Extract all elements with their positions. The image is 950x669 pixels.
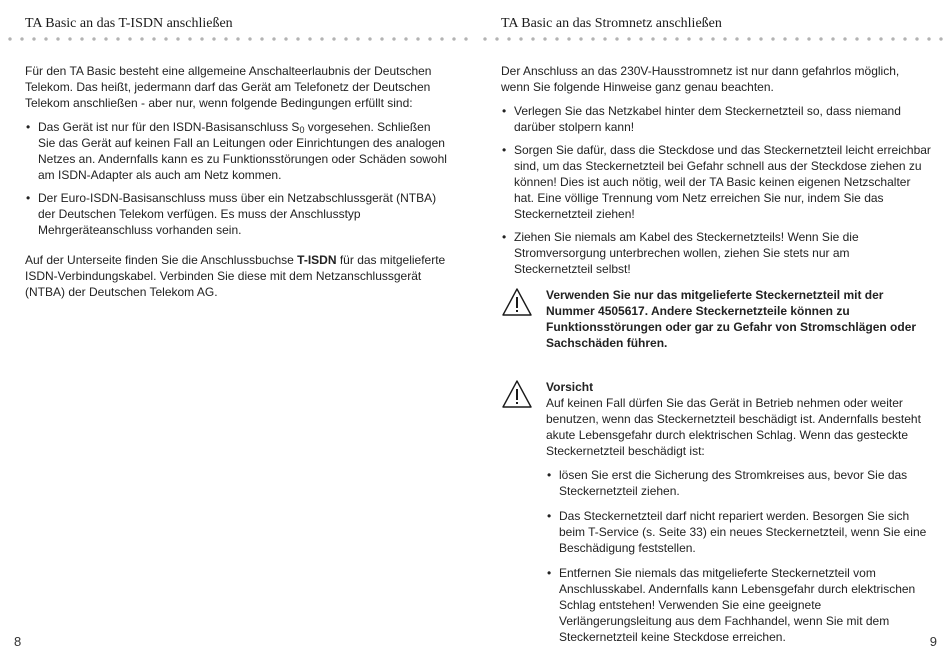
- warning-text: Verwenden Sie nur das mitgelieferte Steckernetzteil mit der Nummer 4505617. Andere Steckernetzteile können zu Funktionsstörungen oder gar zu Gefahr von Stromschlägen oder Sachschäden führen.: [546, 288, 917, 350]
- bullet1-text-post: vorgesehen. Schließen Sie das Gerät auf keinen Fall an Leitungen oder Einrichtungen des analogen Netzes an. Andernfalls kann es zu Funktionsstörungen oder Schäden sowohl am ISDN-Adapter als auch am Netz kommen.: [38, 120, 447, 182]
- list-item: [25, 190, 450, 238]
- list-item: • Ziehen Sie niemals am Kabel des Steckernetzteils! Wenn Sie die Stromversorgung unterbrechen wollen, ziehen Sie stets nur am Steckernetzteil selbst!: [501, 229, 931, 277]
- list-item: • Entfernen Sie niemals das mitgelieferte Steckernetzteil vom Anschlusskabel. Andernfalls kann Lebensgefahr durch elektrischen Schlag entstehen! Verwenden Sie eine geeignete Verlängerungsleitung aus dem Fachhandel, wenn Sie mit dem Steckernetzteil keine Steckdose erreichen.: [546, 565, 931, 645]
- caution-bullet-list: [546, 467, 931, 645]
- right-bullet-list: [501, 103, 931, 277]
- left-page-content: [25, 63, 450, 300]
- left-page-number: 8: [14, 634, 22, 649]
- list-item: • Das Steckernetzteil darf nicht repariert werden. Besorgen Sie sich beim T-Service (s. Seite 33) ein neues Steckernetzteil, wenn Sie eine Beschädigung feststellen.: [546, 508, 931, 556]
- list-item: • Verlegen Sie das Netzkabel hinter dem Steckernetzteil so, dass niemand darüber stolpern kann!: [501, 103, 931, 135]
- outro-text-post: für das mitgelieferte ISDN-Verbindungskabel. Verbinden Sie diese mit dem Netzanschlussgerät (NTBA) der Deutschen Telekom AG.: [25, 253, 446, 299]
- bullet1-subscript: 0: [299, 125, 305, 135]
- power-supply-warning: [501, 287, 931, 351]
- right-intro-paragraph: Der Anschluss an das 230V-Hausstromnetz ist nur dann gefahrlos möglich, wenn Sie folgende Hinweise ganz genau beachten.: [501, 64, 900, 94]
- left-page-heading: TA Basic an das T-ISDN anschließen: [25, 16, 233, 31]
- outro-text-pre: Auf der Unterseite finden Sie die Anschlussbuchse: [25, 253, 298, 267]
- right-page-heading: TA Basic an das Stromnetz anschließen: [501, 16, 722, 31]
- left-bullet-list: [25, 119, 450, 238]
- bullet2-text: Der Euro-ISDN-Basisanschluss muss über ein Netzabschlussgerät (NTBA) der Deutschen Telekom verfügen. Es muss der Anschlusstyp Mehrgeräteanschluss vorhanden sein.: [38, 191, 437, 237]
- caution-text: Auf keinen Fall dürfen Sie das Gerät in Betrieb nehmen oder weiter benutzen, wenn das Steckernetzteil beschädigt ist. Andernfalls besteht akute Lebensgefahr durch elektrischen Schlag. Wenn das gesteckte Steckernetzteil beschädigt ist:: [546, 396, 921, 458]
- bullet1-text-pre: Das Gerät ist nur für den ISDN-Basisanschluss S: [38, 120, 300, 134]
- right-dotted-rule: [479, 37, 947, 41]
- left-intro-paragraph: Für den TA Basic besteht eine allgemeine Anschalteerlaubnis der Deutschen Telekom. Das heißt, jedermann darf das Gerät am Telefonetz der Deutschen Telekom anschließen - aber nur, wenn folgende Bedingungen erfüllt sind:: [25, 64, 432, 110]
- right-page: [475, 0, 950, 669]
- warning-triangle-icon: [501, 287, 533, 317]
- list-item: • Sorgen Sie dafür, dass die Steckdose und das Steckernetzteil leicht erreichbar sind, um das Steckernetzteil bei Gefahr schnell aus der Steckdose ziehen zu können! Dies ist auch nötig, weil der TA Basic keinen eigenen Netzschalter hat. Eine völlige Trennung vom Netz erreichen Sie nur, indem Sie das Steckernetzteil ziehen!: [501, 142, 931, 222]
- left-dotted-rule: [4, 37, 475, 41]
- right-page-content: [501, 63, 931, 654]
- right-page-number: 9: [929, 634, 937, 649]
- warning-triangle-icon: [501, 379, 533, 409]
- list-item: • lösen Sie erst die Sicherung des Stromkreises aus, bevor Sie das Steckernetzteil ziehen.: [546, 467, 931, 499]
- caution-block: [501, 379, 931, 645]
- list-item: [25, 119, 450, 183]
- caution-title: Vorsicht: [546, 380, 594, 394]
- left-outro-paragraph: [25, 252, 450, 300]
- outro-jack-name: T-ISDN: [297, 253, 337, 267]
